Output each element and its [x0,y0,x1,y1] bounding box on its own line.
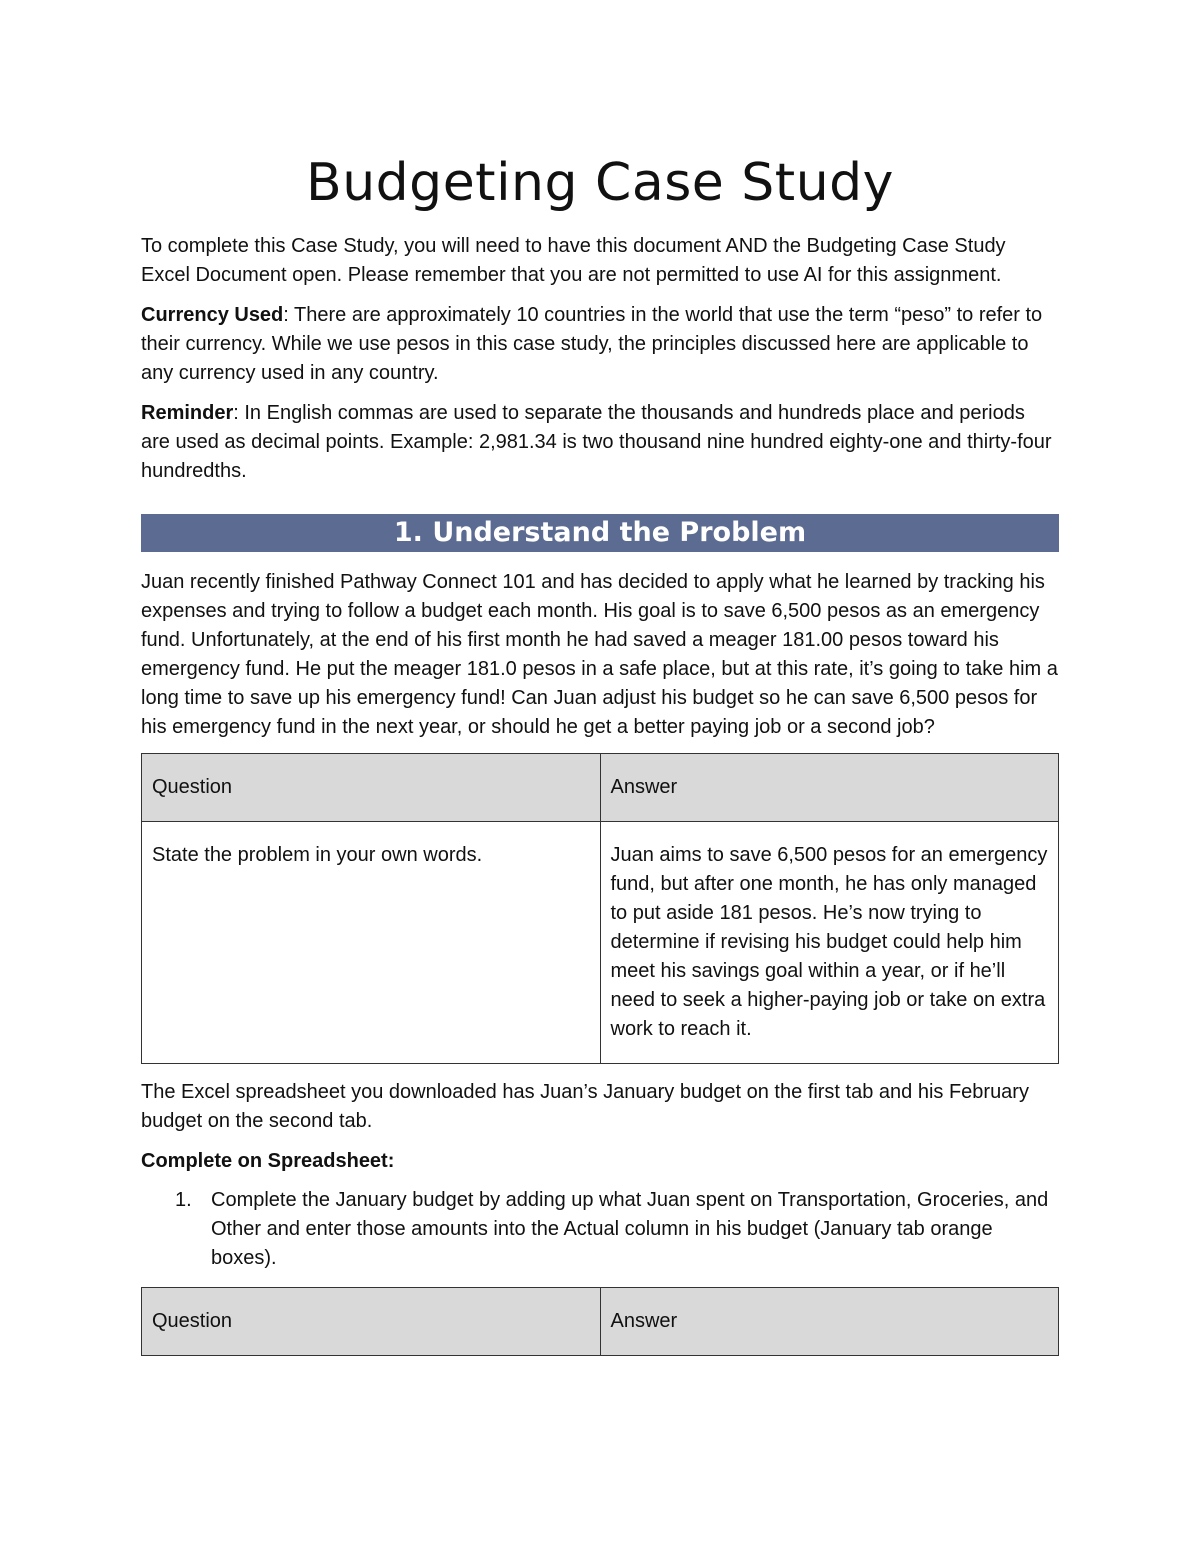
list-item-text: Complete the January budget by adding up what Juan spent on Transportation, Groceries, and Other and enter those amounts into the Actual column in his budget (January tab orange boxes). [211,1189,1049,1269]
question-header-cell: Question [142,1288,601,1356]
table-header-row [142,1288,1059,1356]
document-page [141,150,1059,1370]
list-item-number: 1. [175,1189,192,1211]
intro-paragraph: To complete this Case Study, you will need to have this document AND the Budgeting Case Study Excel Document open. Please remember that you are not permitted to use AI for this assignment. [141,235,1006,286]
table-row [142,822,1059,1064]
currency-text: : There are approximately 10 countries in the world that use the term “peso” to refer to their currency. While we use pesos in this case study, the principles discussed here are applicable to any currency used in any country. [141,304,1043,384]
currency-label: Currency Used [141,304,284,326]
document-title: Budgeting Case Study [306,153,894,213]
currency-paragraph [141,301,1059,388]
complete-on-spreadsheet-heading: Complete on Spreadsheet: [141,1150,395,1172]
answer-cell[interactable]: Juan aims to save 6,500 pesos for an emergency fund, but after one month, he has only managed to put aside 181 pesos. He’s now trying to determine if revising his budget could help him meet his savings goal within a year, or if he’ll need to seek a higher-paying job or take on extra work to reach it. [600,822,1059,1064]
table-header-row [142,754,1059,822]
question-cell: State the problem in your own words. [142,822,601,1064]
list-item [175,1186,1059,1273]
reminder-paragraph [141,399,1059,486]
spreadsheet-note-paragraph: The Excel spreadsheet you downloaded has Juan’s January budget on the first tab and his February budget on the second tab. [141,1081,1029,1132]
january-qa-table [141,1287,1059,1356]
answer-header-cell: Answer [600,754,1059,822]
reminder-label: Reminder [141,402,234,424]
problem-paragraph: Juan recently finished Pathway Connect 101 and has decided to apply what he learned by tracking his expenses and trying to follow a budget each month. His goal is to save 6,500 pesos as an emergency fund. Unfortunately, at the end of his first month he had saved a meager 181.00 pesos toward his emergency fund. He put the meager 181.0 pesos in a safe place, but at this rate, it’s going to take him a long time to save up his emergency fund! Can Juan adjust his budget so he can save 6,500 pesos for his emergency fund in the next year, or should he get a better paying job or a second job? [141,571,1058,738]
problem-qa-table [141,753,1059,1064]
reminder-text: : In English commas are used to separate the thousands and hundreds place and periods are used as decimal points. Example: 2,981.34 is two thousand nine hundred eighty-one and thirty-four hundredths. [141,402,1052,482]
question-header-cell: Question [142,754,601,822]
section-heading-understand-problem: 1. Understand the Problem [141,514,1059,552]
answer-header-cell: Answer [600,1288,1059,1356]
